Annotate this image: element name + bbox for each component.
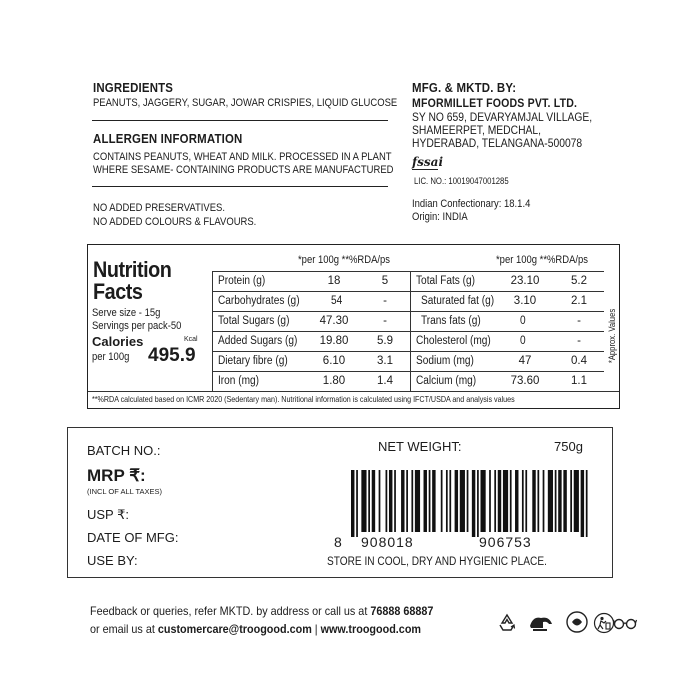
nutrient-name: Saturated fat (g) — [421, 295, 495, 307]
email-link[interactable]: customercare@troogood.com — [157, 622, 312, 636]
barcode-bar — [368, 470, 370, 532]
barcode-bar — [394, 470, 396, 532]
nutrient-per100: 47 — [518, 355, 532, 367]
barcode-bar — [481, 470, 486, 532]
barcode-digit-first: 8 — [334, 534, 343, 550]
nutrition-title-line-2: Facts — [93, 279, 143, 304]
barcode-bar — [515, 470, 518, 532]
barcode-bar — [537, 470, 539, 532]
table-rule — [212, 331, 604, 332]
barcode-bar — [406, 470, 408, 532]
storage-instruction: STORE IN COOL, DRY AND HYGIENIC PLACE. — [327, 556, 547, 568]
barcode-bar — [467, 470, 469, 532]
nutrient-per100: 0 — [520, 335, 526, 347]
claim-no-preservatives: NO ADDED PRESERVATIVES. — [93, 202, 225, 214]
nutrition-facts-panel — [87, 244, 620, 409]
barcode-bar — [372, 470, 375, 532]
table-rule — [212, 291, 604, 292]
nutrient-per100: 3.10 — [513, 295, 537, 307]
barcode-bar — [432, 470, 435, 532]
mrp-note: (INCL OF ALL TAXES) — [87, 487, 163, 496]
table-rule — [212, 351, 604, 352]
barcode-bar — [356, 470, 358, 537]
table-divider — [410, 271, 411, 391]
calories-label: Calories — [92, 334, 144, 349]
barcode-bar — [449, 470, 451, 532]
rda-footnote: **%RDA calculated based on ICMR 2020 (Sedentary man). Nutritional information is calculated using IFCT/USDA and analysis values — [92, 394, 515, 404]
barcode-bar — [532, 470, 535, 532]
barcode-bar — [525, 470, 527, 532]
net-weight-label: NET WEIGHT: — [378, 439, 462, 454]
barcode-bar — [415, 470, 420, 532]
barcode-bar — [522, 470, 524, 532]
barcode-bar — [386, 470, 388, 532]
barcode-bar — [429, 470, 431, 532]
nutrient-rda: 5.9 — [377, 335, 393, 347]
nutrient-name: Calcium (mg) — [416, 375, 477, 387]
barcode-bar — [503, 470, 508, 532]
barcode-bar — [558, 470, 561, 532]
manufacturer-address-2: SHAMEERPET, MEDCHAL, — [412, 123, 542, 137]
manufacturer-name: MFORMILLET FOODS PVT. LTD. — [412, 96, 578, 110]
nutrient-name: Trans fats (g) — [421, 315, 481, 327]
table-divider — [212, 271, 213, 391]
nutrient-rda: - — [383, 295, 387, 307]
calories-value: 495.9 — [148, 345, 196, 366]
table-rule — [212, 271, 604, 272]
ingredients-divider — [92, 120, 388, 121]
barcode-bar — [401, 470, 404, 532]
use-by-label: USE BY: — [87, 553, 138, 568]
net-weight-value: 750g — [554, 439, 583, 454]
table-bottom-rule — [88, 391, 619, 392]
fssai-logo-underline — [412, 169, 438, 170]
fssai-logo: fssai — [412, 155, 444, 169]
lion-emblem-icon — [527, 612, 555, 634]
nutrient-per100: 47.30 — [319, 315, 349, 327]
nutrient-name: Sodium (mg) — [416, 355, 474, 367]
manufacturer-address-1: SY NO 659, DEVARYAMJAL VILLAGE, — [412, 110, 593, 124]
contact-line — [90, 622, 421, 636]
nutrient-rda: 2.1 — [571, 295, 587, 307]
calories-unit: Kcal — [184, 336, 198, 343]
nutrient-rda: 0.4 — [571, 355, 587, 367]
servings-per-pack: Servings per pack-50 — [92, 320, 182, 332]
nutrient-rda: - — [577, 335, 581, 347]
barcode-bar — [460, 470, 465, 532]
dispose-responsibly-icon — [593, 612, 615, 634]
nutrient-name: Carbohydrates (g) — [218, 295, 300, 307]
barcode — [351, 470, 591, 537]
nutrient-rda: 1.4 — [377, 375, 393, 387]
nutrition-title-line-1: Nutrition — [93, 257, 172, 282]
column-header-left: *per 100g **%RDA/ps — [298, 254, 391, 266]
barcode-bar — [477, 470, 479, 537]
barcode-bar — [563, 470, 566, 532]
barcode-bar — [379, 470, 381, 532]
nutrient-rda: - — [383, 315, 387, 327]
barcode-bar — [489, 470, 491, 532]
nutrient-per100: 19.80 — [319, 335, 349, 347]
allergen-divider — [92, 186, 388, 187]
barcode-bar — [455, 470, 458, 532]
nutrient-name: Total Sugars (g) — [218, 315, 290, 327]
fssai-licence: LIC. NO.: 10019047001285 — [414, 176, 509, 186]
barcode-bar — [498, 470, 501, 532]
nutrient-rda: 5.2 — [571, 275, 587, 287]
nutrient-per100: 0 — [520, 315, 526, 327]
barcode-bar — [581, 470, 584, 537]
barcode-bar — [424, 470, 427, 532]
barcode-bar — [543, 470, 545, 532]
barcode-bar — [472, 470, 475, 537]
batch-no-label: BATCH NO.: — [87, 443, 161, 458]
barcode-digits-left: 908018 — [361, 534, 414, 550]
nutrient-name: Total Fats (g) — [416, 275, 476, 287]
nutrient-name: Dietary fibre (g) — [218, 355, 288, 367]
email-prefix: or email us at — [90, 622, 158, 636]
usp-label: USP ₹: — [87, 507, 129, 522]
nutrient-per100: 18 — [327, 275, 341, 287]
feedback-line — [90, 604, 433, 618]
barcode-bar — [446, 470, 448, 532]
barcode-bar — [574, 470, 579, 532]
feedback-text: Feedback or queries, refer MKTD. by address or call us at — [90, 604, 371, 618]
barcode-bar — [494, 470, 496, 532]
allergen-line-2: WHERE SESAME- CONTAINING PRODUCTS ARE MANUFACTURED — [93, 164, 394, 176]
calories-basis: per 100g — [92, 351, 130, 363]
nutrient-name: Iron (mg) — [218, 375, 260, 387]
nutrient-per100: 54 — [331, 295, 343, 307]
barcode-bar — [441, 470, 443, 532]
batch-info-box — [67, 427, 613, 578]
barcode-bar — [548, 470, 553, 532]
manufacturer-heading: MFG. & MKTD. BY: — [412, 80, 517, 95]
barcode-bar — [555, 470, 557, 532]
barcode-bar — [361, 470, 366, 532]
barcode-bar — [411, 470, 413, 532]
nutrient-rda: 3.1 — [377, 355, 393, 367]
barcode-digits-right: 906753 — [479, 534, 532, 550]
column-header-right: *per 100g **%RDA/ps — [496, 254, 589, 266]
origin: Origin: INDIA — [412, 211, 468, 223]
barcode-bar — [510, 470, 512, 532]
phone-number[interactable]: 76888 68887 — [370, 604, 434, 618]
claim-no-colours: NO ADDED COLOURS & FLAVOURS. — [93, 216, 257, 228]
nutrient-name: Protein (g) — [218, 275, 266, 287]
recycle-icon — [497, 613, 517, 633]
barcode-bar — [570, 470, 572, 532]
nutrient-per100: 73.60 — [510, 375, 540, 387]
nutrient-rda: - — [577, 315, 581, 327]
serve-size: Serve size - 15g — [92, 307, 161, 319]
spectacles-icon — [613, 615, 637, 631]
veg-mark-icon — [565, 610, 589, 634]
mrp-label: MRP ₹: — [87, 466, 146, 485]
ingredients-text: PEANUTS, JAGGERY, SUGAR, JOWAR CRISPIES, LIQUID GLUCOSE — [93, 97, 398, 109]
barcode-bar — [351, 470, 354, 537]
barcode-bar — [586, 470, 588, 537]
approx-values-note: *Approx. Values — [607, 308, 617, 364]
allergen-heading: ALLERGEN INFORMATION — [93, 131, 243, 146]
nutrient-name: Cholesterol (mg) — [416, 335, 491, 347]
table-rule — [212, 311, 604, 312]
nutrient-per100: 6.10 — [322, 355, 346, 367]
nutrient-name: Added Sugars (g) — [218, 335, 298, 347]
ingredients-heading: INGREDIENTS — [93, 80, 174, 95]
nutrient-rda: 1.1 — [571, 375, 587, 387]
table-rule — [212, 371, 604, 372]
food-category: Indian Confectionary: 18.1.4 — [412, 198, 531, 210]
nutrient-per100: 1.80 — [322, 375, 346, 387]
barcode-bar — [389, 470, 392, 532]
separator: | — [311, 622, 321, 636]
website-link[interactable]: www.troogood.com — [320, 622, 422, 636]
nutrient-per100: 23.10 — [510, 275, 540, 287]
nutrient-rda: 5 — [381, 275, 389, 287]
date-of-mfg-label: DATE OF MFG: — [87, 530, 179, 545]
allergen-line-1: CONTAINS PEANUTS, WHEAT AND MILK. PROCESSED IN A PLANT — [93, 151, 392, 163]
manufacturer-address-3: HYDERABAD, TELANGANA-500078 — [412, 136, 583, 150]
